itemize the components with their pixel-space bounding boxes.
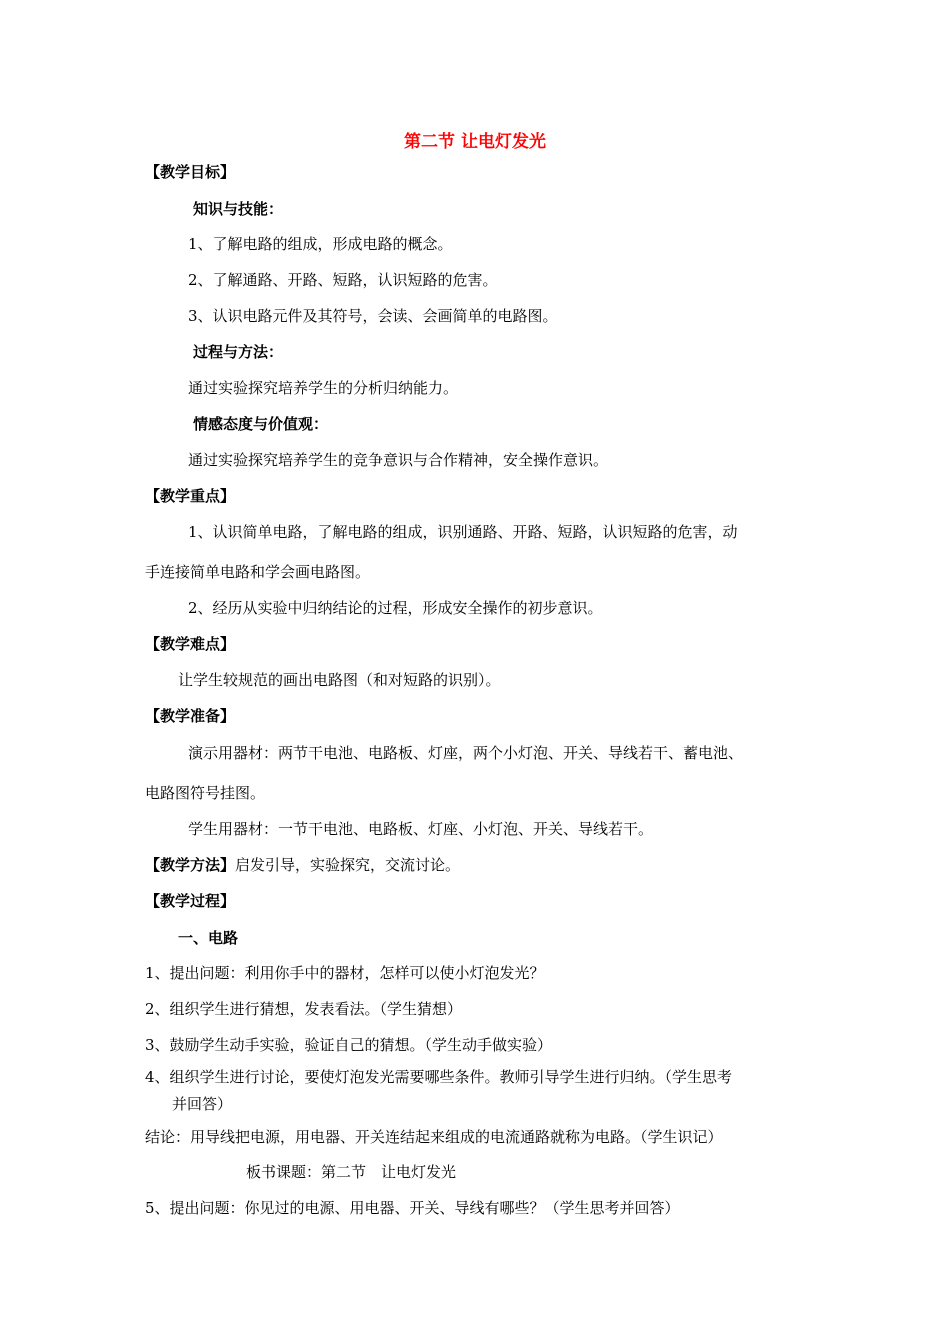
knowledge-label: 知识与技能： (193, 200, 284, 218)
attitude-text: 通过实验探究培养学生的竞争意识与合作精神，安全操作意识。 (188, 451, 609, 469)
key-points-heading: 【教学重点】 (145, 487, 236, 505)
difficulties-heading: 【教学难点】 (145, 635, 236, 653)
board-title: 板书课题：第二节 让电灯发光 (246, 1163, 457, 1181)
process-label: 过程与方法： (193, 343, 284, 361)
step-4-line-1: 4、组织学生进行讨论，要使灯泡发光需要哪些条件。教师引导学生进行归纳。（学生思考 (145, 1068, 733, 1086)
step-4-line-2: 并回答） (172, 1095, 233, 1113)
method-line (145, 855, 460, 875)
difficulties-text: 让学生较规范的画出电路图（和对短路的识别）。 (178, 671, 501, 689)
page-title: 第二节 让电灯发光 (404, 132, 546, 152)
attitude-label: 情感态度与价值观： (193, 415, 329, 433)
section-1-heading: 一、电路 (178, 929, 239, 947)
demo-equipment-line-2: 电路图符号挂图。 (145, 784, 266, 802)
knowledge-item-1: 1、了解电路的组成，形成电路的概念。 (188, 235, 453, 253)
step-1: 1、提出问题：利用你手中的器材，怎样可以使小灯泡发光？ (145, 964, 545, 982)
step-3: 3、鼓励学生动手实验，验证自己的猜想。（学生动手做实验） (145, 1036, 553, 1054)
process-heading: 【教学过程】 (145, 892, 236, 910)
key-point-2: 2、经历从实验中归纳结论的过程，形成安全操作的初步意识。 (188, 599, 603, 617)
demo-equipment-line-1: 演示用器材：两节干电池、电路板、灯座，两个小灯泡、开关、导线若干、蓄电池、 (188, 744, 744, 762)
key-point-1-line-1: 1、认识简单电路，了解电路的组成，识别通路、开路、短路，认识短路的危害，动 (188, 523, 738, 541)
student-equipment: 学生用器材：一节干电池、电路板、灯座、小灯泡、开关、导线若干。 (188, 820, 654, 838)
process-text: 通过实验探究培养学生的分析归纳能力。 (188, 379, 459, 397)
key-point-1-line-2: 手连接简单电路和学会画电路图。 (145, 563, 371, 581)
method-heading: 【教学方法】 (145, 856, 236, 874)
knowledge-item-3: 3、认识电路元件及其符号，会读、会画简单的电路图。 (188, 307, 558, 325)
conclusion: 结论：用导线把电源，用电器、开关连结起来组成的电流通路就称为电路。（学生识记） (145, 1128, 723, 1146)
method-text: 启发引导，实验探究，交流讨论。 (235, 856, 461, 874)
objectives-heading: 【教学目标】 (145, 163, 236, 181)
preparation-heading: 【教学准备】 (145, 707, 236, 725)
step-2: 2、组织学生进行猜想，发表看法。（学生猜想） (145, 1000, 463, 1018)
step-5: 5、提出问题：你见过的电源、用电器、开关、导线有哪些？（学生思考并回答） (145, 1199, 680, 1217)
knowledge-item-2: 2、了解通路、开路、短路，认识短路的危害。 (188, 271, 498, 289)
